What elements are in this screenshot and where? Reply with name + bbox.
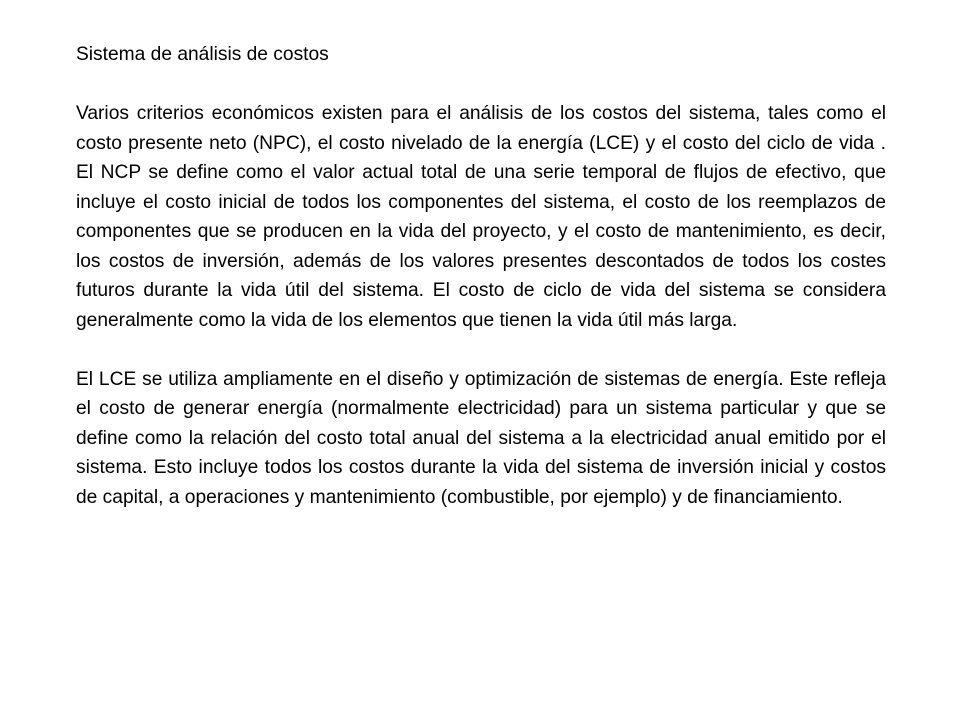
document-body (76, 40, 886, 512)
spacer (76, 70, 886, 100)
paragraph-npc: Varios criterios económicos existen para el análisis de los costos del sistema, tales como el costo presente neto (NPC), el costo nivelado de la energía (LCE) y el costo del ciclo de vida . El NCP se define como el valor actual total de una serie temporal de flujos de efectivo, que incluye el costo inicial de todos los componentes del sistema, el costo de los reemplazos de componentes que se producen en la vida del proyecto, y el costo de mantenimiento, es decir, los costos de inversión, además de los valores presentes descontados de todos los costes futuros durante la vida útil del sistema. El costo de ciclo de vida del sistema se considera generalmente como la vida de los elementos que tienen la vida útil más larga. (76, 103, 886, 331)
spacer (76, 335, 886, 365)
paragraph-lce: El LCE se utiliza ampliamente en el diseño y optimización de sistemas de energía. Este refleja el costo de generar energía (normalmente electricidad) para un sistema particular y que se define como la relación del costo total anual del sistema a la electricidad anual emitido por el sistema. Esto incluye todos los costos durante la vida del sistema de inversión inicial y costos de capital, a operaciones y mantenimiento (combustible, por ejemplo) y de financiamiento. (76, 368, 886, 508)
document-title: Sistema de análisis de costos (76, 44, 329, 65)
